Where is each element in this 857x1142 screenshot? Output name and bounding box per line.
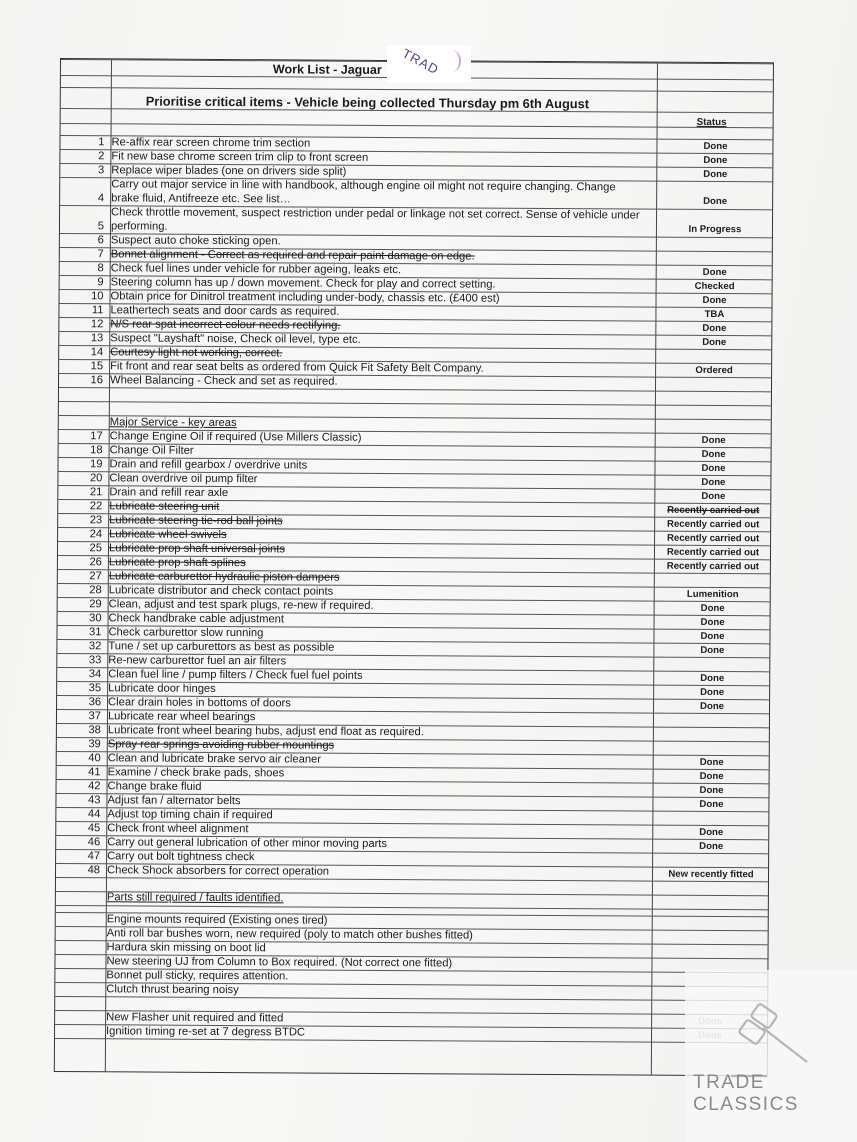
status-cell: Done <box>703 195 728 208</box>
item-text: Re-affix rear screen chrome trim section <box>111 136 311 150</box>
item-text: Lubricate wheel swivels <box>109 528 227 542</box>
document-title: Work List - Jaguar <box>272 62 382 77</box>
item-text: Drain and refill rear axle <box>109 486 229 500</box>
item-text: Carry out general lubrication of other minor moving parts <box>107 836 388 851</box>
status-cell: Done <box>699 770 724 783</box>
part-text: Hardura skin missing on boot lid <box>106 941 266 955</box>
item-number: 15 <box>90 360 104 373</box>
final-item-text: New Flasher unit required and fitted <box>106 1011 284 1025</box>
item-text: Carry out bolt tightness check <box>107 850 255 864</box>
item-number: 48 <box>87 864 101 877</box>
item-number: 38 <box>88 724 101 737</box>
status-cell: Checked <box>694 280 735 293</box>
stamp-arc <box>443 50 461 72</box>
item-number: 46 <box>87 836 101 849</box>
status-cell: Done <box>703 168 728 181</box>
item-number: 39 <box>88 738 101 751</box>
item-number: 8 <box>97 262 104 275</box>
item-number: 14 <box>90 346 104 359</box>
part-text: Engine mounts required (Existing ones tired) <box>106 913 328 927</box>
item-number: 12 <box>90 318 104 331</box>
item-number: 5 <box>97 220 105 233</box>
status-cell: Done <box>700 630 725 643</box>
item-number: 2 <box>98 150 105 163</box>
item-number: 45 <box>87 822 101 835</box>
status-cell: Done <box>699 840 724 853</box>
row-divider <box>59 387 771 392</box>
status-cell: Done <box>700 644 725 657</box>
item-text: N/S rear spat incorrect colour needs rectifying. <box>110 318 341 332</box>
status-cell: Done <box>703 154 728 167</box>
item-text: Re-new carburettor fuel an air filters <box>108 654 287 668</box>
item-text: Suspect auto choke sticking open. <box>110 234 281 248</box>
item-text: Check Shock absorbers for correct operation <box>107 864 330 878</box>
item-text: Check throttle movement, suspect restriction under pedal or linkage not set correct. Sense of vehicle under <box>111 206 640 222</box>
item-number: 22 <box>89 500 103 513</box>
status-cell: Recently carried out <box>667 518 760 531</box>
item-text: Courtesy light not working, correct. <box>110 346 283 360</box>
status-cell: Lumenition <box>686 588 739 601</box>
item-text: Clean fuel line / pump filters / Check fuel fuel points <box>108 668 363 682</box>
item-number: 7 <box>97 248 104 261</box>
item-text: Leathertech seats and door cards as required. <box>110 304 340 318</box>
status-cell: Done <box>699 784 724 797</box>
item-text: Lubricate prop shaft universal joints <box>108 542 286 556</box>
item-number: 9 <box>97 276 104 289</box>
item-number: 30 <box>89 612 102 625</box>
item-text: Lubricate door hinges <box>108 682 216 695</box>
item-text: Wheel Balancing - Check and set as required. <box>109 374 338 388</box>
status-cell: New recently fitted <box>668 868 754 881</box>
item-number: 19 <box>90 458 103 471</box>
major-service-heading: Major Service - key areas <box>109 416 237 430</box>
status-cell: Done <box>701 434 726 447</box>
item-text: Lubricate rear wheel bearings <box>107 710 256 724</box>
item-text: Check carburettor slow running <box>108 626 264 640</box>
item-text: Check front wheel alignment <box>107 822 249 836</box>
item-text: Bonnet alignment - Correct as required and repair paint damage on edge. <box>110 248 475 263</box>
item-number: 11 <box>91 304 104 317</box>
item-number: 1 <box>98 136 105 149</box>
status-cell: Done <box>699 798 724 811</box>
row-divider <box>59 401 771 406</box>
status-cell: Done <box>701 462 726 475</box>
item-number: 40 <box>88 752 101 765</box>
item-text: Adjust top timing chain if required <box>107 808 273 822</box>
item-number: 18 <box>90 444 103 457</box>
status-cell: Done <box>702 322 727 335</box>
status-cell: Recently carried out <box>666 546 760 559</box>
item-text: Lubricate front wheel bearing hubs, adjust end float as required. <box>107 724 424 739</box>
item-text: Lubricate steering unit <box>109 500 220 513</box>
status-cell: Done <box>703 140 728 153</box>
item-number: 4 <box>97 192 105 205</box>
status-cell: Done <box>702 266 727 279</box>
status-cell: Ordered <box>695 364 733 377</box>
item-text: Clean and lubricate brake servo air cleaner <box>107 752 322 766</box>
status-column-header: Status <box>696 116 727 129</box>
stamp-text: TRAD <box>399 45 442 78</box>
item-text: Lubricate distributor and check contact points <box>108 584 334 598</box>
status-cell: Done <box>700 686 725 699</box>
item-number: 23 <box>89 514 103 527</box>
watermark-text: TRADE CLASSICS <box>693 1072 799 1115</box>
item-number: 3 <box>98 164 105 177</box>
item-text: Lubricate carburettor hydraulic piston dampers <box>108 570 340 584</box>
work-list-sheet <box>54 58 774 1076</box>
item-text: Check fuel lines under vehicle for rubber ageing, leaks etc. <box>110 262 402 277</box>
trade-stamp <box>387 46 471 82</box>
item-text: Steering column has up / down movement. Check for play and correct setting. <box>110 276 496 291</box>
item-text: Lubricate steering tie-rod ball joints <box>109 514 283 528</box>
item-text: Lubricate prop shaft splines <box>108 556 246 570</box>
item-number: 24 <box>89 528 103 541</box>
item-number: 44 <box>87 808 101 821</box>
item-number: 47 <box>87 850 101 863</box>
status-cell: Recently carried out <box>666 532 760 545</box>
item-number: 21 <box>89 486 103 499</box>
item-number: 26 <box>89 556 102 569</box>
item-number: 35 <box>88 682 102 695</box>
item-text: Fit front and rear seat belts as ordered from Quick Fit Safety Belt Company. <box>110 360 484 375</box>
row-divider <box>61 123 773 128</box>
item-number: 37 <box>88 710 102 723</box>
status-cell: Done <box>701 490 726 503</box>
item-text: performing. <box>110 220 168 233</box>
item-text: Suspect "Layshaft" noise, Check oil level, type etc. <box>110 332 361 346</box>
status-cell: Done <box>702 336 727 349</box>
status-cell: Done <box>700 602 725 615</box>
row-divider <box>55 996 767 1001</box>
watermark <box>685 970 857 1142</box>
item-text: Change Engine Oil if required (Use Millers Classic) <box>109 430 362 444</box>
item-number: 10 <box>91 290 104 303</box>
item-text: Adjust fan / alternator belts <box>107 794 241 808</box>
item-text: Check handbrake cable adjustment <box>108 612 285 626</box>
row-divider <box>56 905 768 910</box>
status-cell: Done <box>699 756 724 769</box>
item-text: Drain and refill gearbox / overdrive units <box>109 458 308 472</box>
item-number: 29 <box>89 598 102 611</box>
status-cell: Done <box>701 476 726 489</box>
item-text: Tune / set up carburettors as best as possible <box>108 640 335 654</box>
item-number: 43 <box>87 794 101 807</box>
item-number: 13 <box>90 332 104 345</box>
item-number: 20 <box>89 472 103 485</box>
status-cell: Recently carried out <box>666 560 760 573</box>
final-item-text: Ignition timing re-set at 7 degress BTDC <box>106 1025 306 1039</box>
parts-heading: Parts still required / faults identified. <box>106 891 284 905</box>
status-cell: In Progress <box>688 223 742 236</box>
item-number: 17 <box>90 430 103 443</box>
item-text: Clean, adjust and test spark plugs, re-new if required. <box>108 598 374 612</box>
item-number: 31 <box>89 626 102 639</box>
item-number: 42 <box>88 780 101 793</box>
item-text: Spray rear springs avoiding rubber mountings <box>107 738 335 752</box>
item-number: 27 <box>89 570 102 583</box>
item-text: Change brake fluid <box>107 780 202 793</box>
status-cell: Done <box>700 700 725 713</box>
part-text: Anti roll bar bushes worn, new required (poly to match other bushes fitted) <box>106 927 473 942</box>
gavel-icon <box>727 1000 817 1080</box>
item-text: Change Oil Filter <box>109 444 194 457</box>
item-text: Clear drain holes in bottoms of doors <box>108 696 291 710</box>
status-cell: Done <box>701 448 726 461</box>
row-divider <box>61 87 773 92</box>
status-cell: Done <box>699 826 724 839</box>
item-number: 28 <box>89 584 102 597</box>
part-text: New steering UJ from Column to Box required. (Not correct one fitted) <box>106 955 453 970</box>
part-text: Bonnet pull sticky, requires attention. <box>106 969 289 983</box>
item-text: brake fluid, Antifreeze etc. See list… <box>111 192 291 206</box>
item-number: 34 <box>88 668 102 681</box>
part-text: Clutch thrust bearing noisy <box>106 983 239 997</box>
item-number: 41 <box>88 766 101 779</box>
status-cell: Done <box>700 672 725 685</box>
status-cell: Done <box>700 616 725 629</box>
status-cell: Recently carried out <box>667 504 760 517</box>
item-text: Fit new base chrome screen trim clip to front screen <box>111 150 369 164</box>
item-number: 16 <box>90 374 104 387</box>
item-number: 6 <box>97 234 104 247</box>
status-cell: TBA <box>704 308 725 321</box>
item-number: 25 <box>89 542 103 555</box>
item-number: 32 <box>88 640 102 653</box>
item-text: Carry out major service in line with handbook, although engine oil might not require changing. Change <box>111 178 616 194</box>
item-text: Examine / check brake pads, shoes <box>107 766 285 780</box>
item-number: 36 <box>88 696 102 709</box>
item-number: 33 <box>88 654 102 667</box>
item-text: Obtain price for Dinitrol treatment including under-body, chassis etc. (£400 est) <box>110 290 500 305</box>
item-text: Clean overdrive oil pump filter <box>109 472 258 486</box>
status-cell: Done <box>702 294 727 307</box>
priority-header: Prioritise critical items - Vehicle being collected Thursday pm 6th August <box>145 93 590 112</box>
item-text: Replace wiper blades (one on drivers side split) <box>111 164 347 178</box>
